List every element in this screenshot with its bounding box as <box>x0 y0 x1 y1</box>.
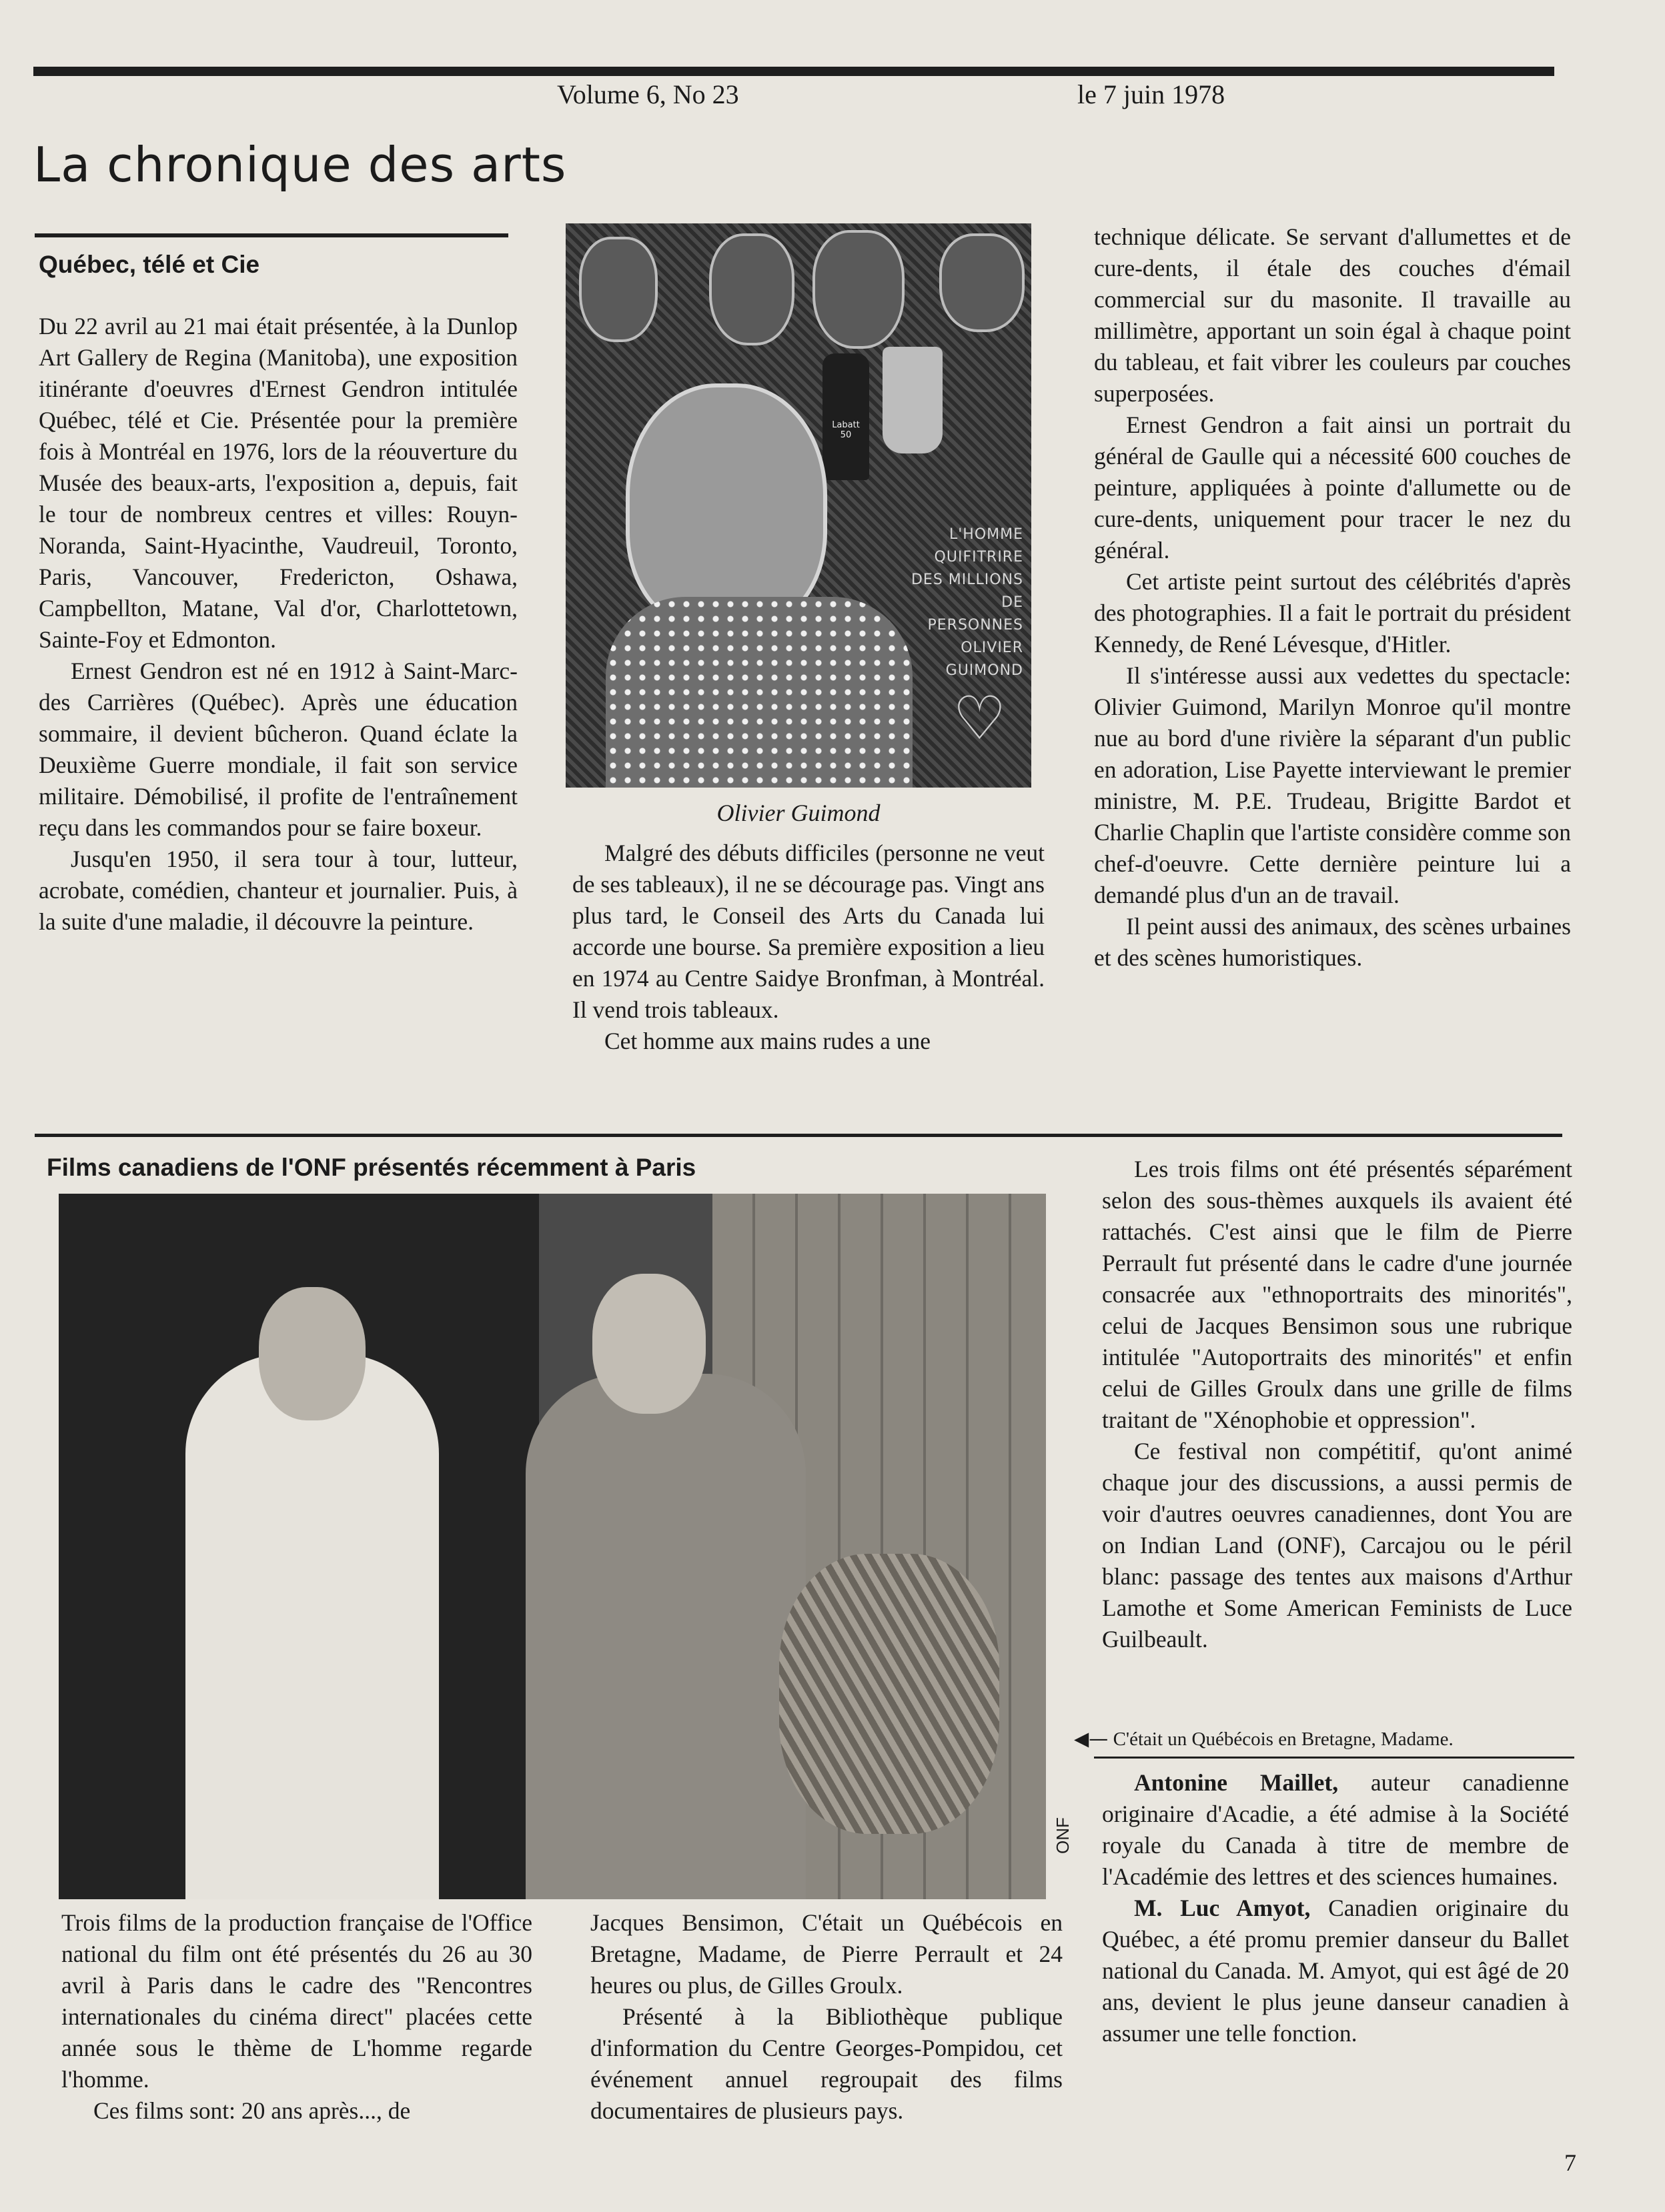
paragraph: Malgré des débuts difficiles (personne ne veut de ses tableaux), il ne se décourage pas. Vingt ans plus tard, le Conseil des Arts du Canada lui accorde une bourse. Sa première exposition a lieu en 1974 au Centre Saidye Bronfman, à Montréal. Il vend trois tableaux. <box>572 840 1045 1023</box>
page-title: La chronique des arts <box>33 137 567 193</box>
photo-caption <box>1074 1727 1454 1751</box>
paragraph: Jacques Bensimon, C'était un Québécois en Bretagne, Madame, de Pierre Perrault et 24 heures ou plus, de Gilles Groulx. <box>590 1909 1063 1999</box>
beer-glass <box>883 347 943 453</box>
guimond-portrait <box>626 383 827 632</box>
painting-photo <box>566 223 1031 788</box>
photo-caption: Olivier Guimond <box>716 800 881 826</box>
film-still-photo <box>59 1194 1046 1899</box>
article-column-2 <box>590 1907 1063 2127</box>
wicker-basket <box>779 1554 999 1834</box>
paragraph: Il peint aussi des animaux, des scènes urbaines et des scènes humoristiques. <box>1094 913 1571 971</box>
brief-item <box>1102 1893 1569 2049</box>
brief-name: Antonine Maillet, <box>1134 1769 1339 1796</box>
paragraph: Cet homme aux mains rudes a une <box>604 1028 931 1054</box>
dotted-shirt <box>606 597 913 788</box>
paragraph: Il s'intéresse aussi aux vedettes du spectacle: Olivier Guimond, Marilyn Monroe qu'il montre nue au bord d'une rivière la séparant d'un public en adoration, Lise Payette interviewant le premier ministre, M. P.E. Trudeau, Brigitte Bardot et Charlie Chaplin que l'artiste considère comme son chef-d'oeuvre. Cette dernière peinture lui a demandé plus d'un an de travail. <box>1094 662 1571 908</box>
article-column-1 <box>39 311 518 938</box>
section-rule <box>35 233 508 237</box>
caption-text: C'était un Québécois en Bretagne, Madame. <box>1113 1729 1454 1750</box>
article-column-2 <box>572 838 1045 1057</box>
article-heading: Films canadiens de l'ONF présentés récemment à Paris <box>47 1154 696 1181</box>
page-number: 7 <box>1564 2149 1576 2176</box>
paragraph: Présenté à la Bibliothèque publique d'information du Centre Georges-Pompidou, cet événement annuel regroupait des films documentaires de plusieurs pays. <box>590 2003 1063 2124</box>
paragraph: technique délicate. Se servant d'allumettes et de cure-dents, il étale des couches d'émail commercial sur du masonite. Il travaille au millimètre, apportant un soin égal à chaque point du tableau, et fait vibrer les couleurs par couches superposées. <box>1094 223 1571 407</box>
portrait-medallion <box>812 230 905 349</box>
paragraph: Du 22 avril au 21 mai était présentée, à la Dunlop Art Gallery de Regina (Manitoba), une exposition itinérante d'oeuvres d'Ernest Gendron intitulée Québec, télé et Cie. Présentée pour la première fois à Montréal en 1976, lors de la réouverture du Musée des beaux-arts, l'exposition a, depuis, fait le tour de nombreux centres et villes: Rouyn-Noranda, Saint-Hyacinthe, Vaudreuil, Toronto, Paris, Vancouver, Fredericton, Oshawa, Campbellton, Matane, Val d'or, Charlottetown, Sainte-Foy et Edmonton. <box>39 313 518 653</box>
paragraph: Ernest Gendron est né en 1912 à Saint-Marc-des Carrières (Québec). Après une éducation sommaire, il devient bûcheron. Quand éclate la Deuxième Guerre mondiale, il fait son service militaire. Démobilisé, il profite de l'entraînement reçu dans les commandos pour se faire boxeur. <box>39 658 518 841</box>
paragraph: Les trois films ont été présentés séparément selon des sous-thèmes auxquels ils avaient été rattachés. C'est ainsi que le film de Pierre Perrault fut présenté dans le cadre d'une journée consacrée aux "ethnoportraits des minorités", celui de Jacques Bensimon sous une rubrique intitulée "Autoportraits des minorités" et enfin celui de Gilles Groulx dans une grille de films traitant de "Xénophobie et oppression". <box>1102 1156 1572 1433</box>
brief-name: M. Luc Amyot, <box>1134 1895 1311 1921</box>
paragraph: Ernest Gendron a fait ainsi un portrait du général de Gaulle qui a nécessité 600 couches de peinture, appliquées à pointe d'allumette ou de cure-dents, uniquement pour tracer le nez du général. <box>1094 411 1571 564</box>
brief-item <box>1102 1767 1569 1893</box>
paragraph: Ce festival non compétitif, qu'ont animé chaque jour des discussions, a aussi permis de voir d'autres oeuvres canadiennes, dont You are on Indian Land (ONF), Carcajou ou le péril blanc: passage des tentes aux maisons d'Arthur Lamothe et Some American Feminists de Luce Guilbeault. <box>1102 1438 1572 1652</box>
paragraph: Jusqu'en 1950, il sera tour à tour, lutteur, acrobate, comédien, chanteur et journalier. Puis, à la suite d'une maladie, il découvre la peinture. <box>39 846 518 935</box>
photo-credit: ONF <box>1053 1817 1073 1854</box>
brief-text: Canadien originaire du Québec, a été promu premier danseur du Ballet national du Canada. M. Amyot, qui est âgé de 20 ans, devient le plus jeune danseur canadien à assumer une telle fonction. <box>1102 1895 1570 2047</box>
man-right <box>526 1374 806 1899</box>
issue-date: le 7 juin 1978 <box>1077 79 1225 109</box>
paragraph: Cet artiste peint surtout des célébrités d'après des photographies. Il a fait le portrait du président Kennedy, de René Lévesque, d'Hitler. <box>1094 568 1571 658</box>
article-column-3 <box>1094 221 1571 974</box>
arrow-left-icon: ◀— <box>1074 1727 1109 1750</box>
top-rule <box>33 67 1554 76</box>
portrait-medallion <box>709 233 794 345</box>
painting-inscription: L'HOMME QUIFITRIRE DES MILLIONS DE PERSONNES OLIVIER GUIMOND <box>911 526 1023 679</box>
portrait-medallion <box>939 233 1025 332</box>
paragraph: Ces films sont: 20 ans après..., de <box>93 2097 411 2124</box>
heart-icon: ♡ <box>953 684 1007 754</box>
man-left <box>185 1354 439 1899</box>
news-briefs <box>1102 1767 1569 2049</box>
paragraph: Trois films de la production française de l'Office national du film ont été présentés du 26 au 30 avril à Paris dans le cadre des "Rencontres internationales du cinéma direct" placées cette année sous le thème de L'homme regarde l'homme. <box>61 1909 532 2093</box>
beer-bottle <box>822 353 869 480</box>
man-right-face <box>592 1274 706 1414</box>
bottle-label: Labatt 50 <box>832 420 860 440</box>
volume-number: Volume 6, No 23 <box>557 79 739 109</box>
man-left-face <box>259 1287 366 1420</box>
article-heading: Québec, télé et Cie <box>39 251 260 278</box>
brief-text: auteur canadienne originaire d'Acadie, a été admise à la Société royale du Canada à titre de membre de l'Académie des lettres et des sciences humaines. <box>1102 1769 1569 1890</box>
article-column-3 <box>1102 1154 1572 1655</box>
caption-rule <box>1094 1757 1574 1759</box>
article-column-1 <box>61 1907 532 2127</box>
section-divider <box>35 1134 1562 1137</box>
portrait-medallion <box>579 237 658 342</box>
